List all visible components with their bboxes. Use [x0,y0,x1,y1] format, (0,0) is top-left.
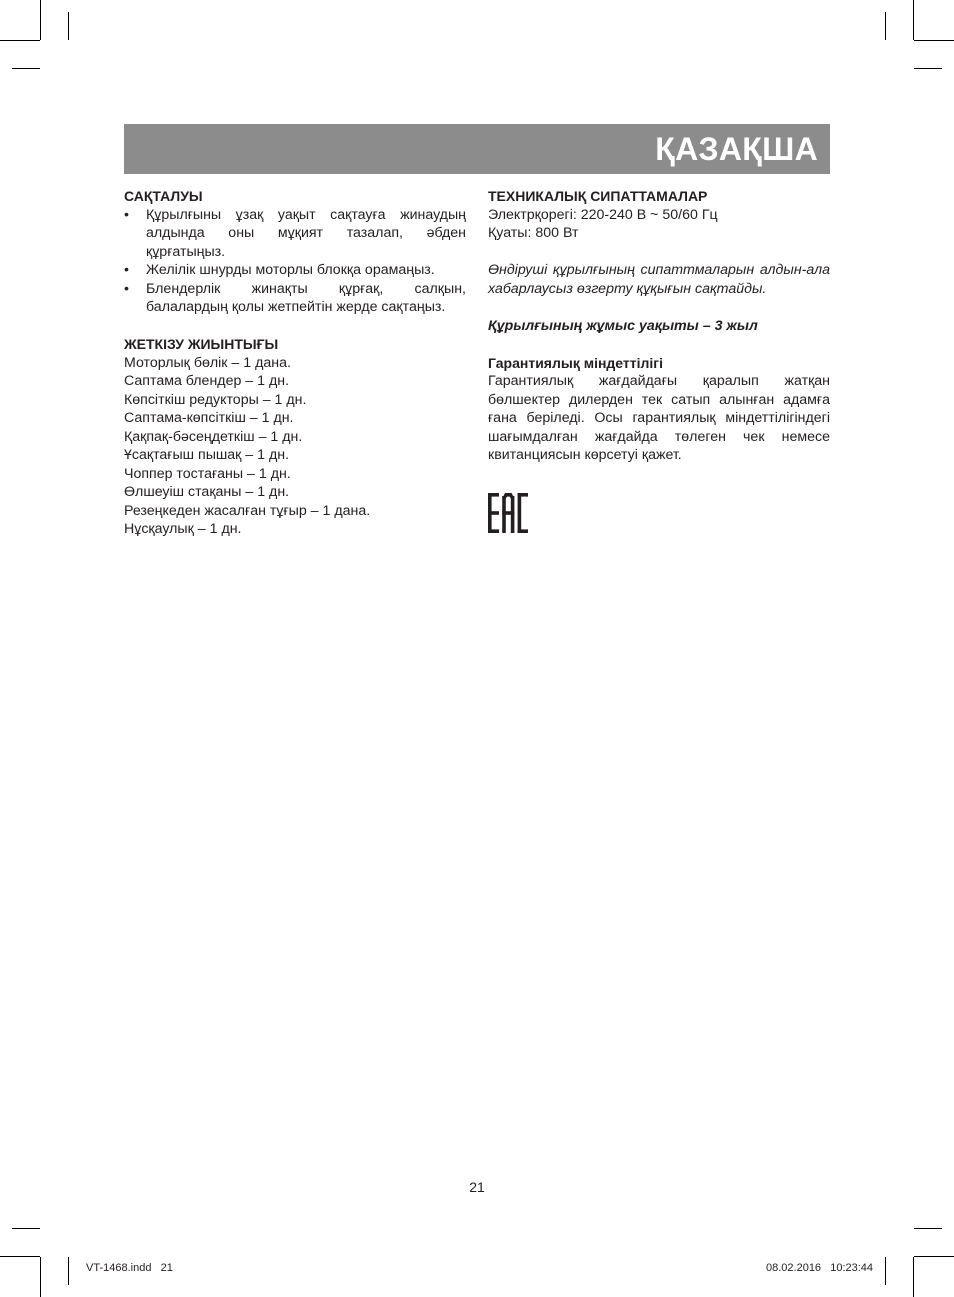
file-slug: VT-1468.indd 21 [86,1262,173,1274]
kit-item: Чоппер тостағаны – 1 дн. [124,465,291,482]
manufacturer-notice: Өндіруші құрылғының сипаттмаларын алдын-ала хабарлаусыз өзгерту құқығын сақтайды. [488,262,830,297]
warranty-heading: Гарантиялық міндеттілігі [488,354,664,371]
kit-heading: ЖЕТКІЗУ ЖИЫНТЫҒЫ [124,336,279,352]
crop-mark [885,1257,886,1285]
crop-mark [913,1257,914,1297]
kit-item: Саптама-көпсіткіш – 1 дн. [124,410,294,426]
service-life: Құрылғының жұмыс уақыты – 3 жыл [488,317,758,334]
crop-mark [0,1256,40,1257]
kit-item: Өлшеуіш стақаны – 1 дн. [124,484,290,500]
kit-item: Қақпақ-бәсеңдеткіш – 1 дн. [124,428,303,445]
crop-mark [914,40,954,41]
bullet-icon: • [124,262,129,278]
list-item-text: Блендерлік жинақты құрғақ, салқын, балалардың қолы жетпейтін жерде сақтаңыз. [146,280,466,315]
crop-mark [12,1228,40,1229]
crop-mark [913,0,914,40]
crop-mark [68,1257,69,1285]
crop-mark [12,68,40,69]
list-item-text: Құрылғыны ұзақ уақыт сақтауға жинаудың алдында оны мұқият тазалап, әбден құрғатыңыз. [146,206,466,260]
list-item [124,261,466,280]
storage-heading: САҚТАЛУЫ [124,188,203,204]
list-item-text: Желілік шнурды моторлы блокқа орамаңыз. [146,262,435,278]
crop-mark [40,1257,41,1297]
bullet-icon: • [124,280,129,297]
right-column [488,187,830,465]
kit-item: Нұсқаулық – 1 дн. [124,521,242,537]
list-item [124,206,466,262]
crop-mark [914,1228,942,1229]
spec-line: Қуаты: 800 Вт [488,225,579,241]
warranty-text: Гарантиялық жағдайдағы қаралып жатқан бөлшектер дилерден тек сатып алынған адамға ғана беріледі. Осы гарантиялық міндеттілігіндегі шағымдалған жағдайда төлеген чек немесе квитанциясын көрсетуі қажет. [488,373,830,463]
spec-line: Электрқорегі: 220-240 В ~ 50/60 Гц [488,206,718,223]
kit-item: Резеңкеден жасалған тұғыр – 1 дана. [124,502,371,519]
kit-item: Ұсақтағыш пышақ – 1 дн. [124,447,290,463]
specs-heading: ТЕХНИКАЛЫҚ СИПАТТАМАЛАР [488,188,708,204]
language-banner [124,124,830,174]
kit-list [124,354,466,539]
kit-item: Көпсіткіш редукторы – 1 дн. [124,391,307,408]
bullet-icon: • [124,206,129,223]
crop-mark [68,12,69,40]
left-column [124,187,466,539]
crop-mark [914,1256,954,1257]
crop-mark [914,68,942,69]
date-slug: 08.02.2016 10:23:44 [766,1262,874,1274]
list-item [124,280,466,317]
kit-item: Саптама блендер – 1 дн. [124,373,290,389]
page-number: 21 [469,1179,485,1195]
page-title: ҚАЗАҚША [655,131,818,167]
storage-list [124,206,466,317]
kit-item: Моторлық бөлік – 1 дана. [124,354,291,371]
crop-mark [0,40,40,41]
eac-mark-icon [488,493,528,533]
crop-mark [885,12,886,40]
crop-mark [40,0,41,40]
